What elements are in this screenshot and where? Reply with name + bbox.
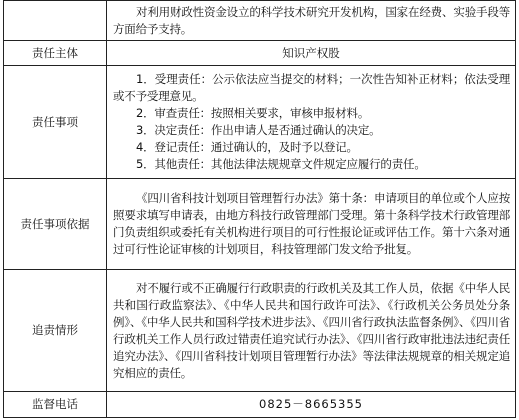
support-label-cell <box>4 1 107 41</box>
matters-item: 3．决定责任：作出申请人是否通过确认的决定。 <box>136 123 381 137</box>
matters-label: 责任事项 <box>4 66 107 179</box>
basis-label: 责任事项依据 <box>4 179 107 270</box>
table-row-matters <box>4 66 516 179</box>
matters-item: 1．受理责任：公示依法应当提交的材料；一次性告知补正材料；依法受理或不予受理意见。 <box>113 72 510 103</box>
responsibility-table <box>3 0 516 418</box>
accountability-text: 对不履行或不正确履行行政职责的行政机关及其工作人员，依据《中华人民共和国行政监察法》、《中华人民共和国行政许可法》、《行政机关公务员处分条例》、《中华人民共和国科学技术进步法》、《四川省行政执法监督条例》、《四川省行政机关工作人员行政过错责任追究试行办法》、《四川省行政审批违法违纪责任追究办法》、《四川省科技计划项目管理暂行办法》等法律法规规章的相关规定追究相应的责任。 <box>113 280 510 380</box>
basis-content-cell <box>107 179 516 270</box>
phone-value: 0825－8665355 <box>107 392 516 418</box>
accountability-content-cell <box>107 270 516 392</box>
phone-label: 监督电话 <box>4 392 107 418</box>
matters-content-cell <box>107 66 516 179</box>
support-content-cell <box>107 1 516 41</box>
accountability-label: 追责情形 <box>4 270 107 392</box>
subject-label: 责任主体 <box>4 41 107 66</box>
matters-item: 4．登记责任：通过确认的，及时予以登记。 <box>136 140 358 154</box>
table-row-phone <box>4 392 516 418</box>
table-row-support <box>4 1 516 41</box>
basis-text: 《四川省科技计划项目管理暂行办法》第十条：申请项目的单位或个人应按照要求填写申请表，由地方科技行政管理部门受理。第十条科学技术行政管理部门负责组织或委托有关机构进行项目的可行性报论证或评估工作。第十六条对通过可行性论证审核的计划项目，科技管理部门发文给予批复。 <box>113 191 510 256</box>
table-row-subject <box>4 41 516 66</box>
support-text: 对利用财政性资金设立的科学技术研究开发机构，国家在经费、实验手段等方面给予支持。 <box>113 4 510 36</box>
matters-item: 2．审查责任：按照相关要求，审核申报材料。 <box>136 106 370 120</box>
table-row-accountability <box>4 270 516 392</box>
matters-item: 5．其他责任：其他法律法规规章文件规定应履行的责任。 <box>136 157 426 171</box>
subject-value: 知识产权股 <box>107 41 516 66</box>
table-row-basis <box>4 179 516 270</box>
